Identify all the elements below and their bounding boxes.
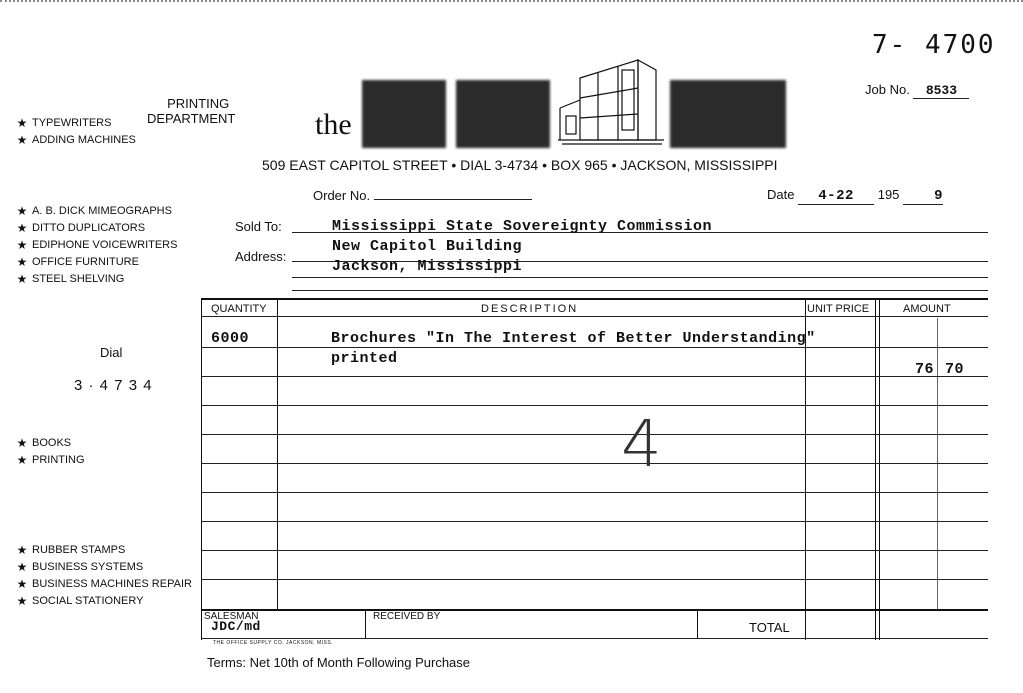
column-divider <box>879 300 880 640</box>
table-rule <box>201 463 988 464</box>
department-heading <box>147 96 236 126</box>
date-year-suffix: 9 <box>903 188 943 205</box>
star-icon: ★ <box>16 272 28 286</box>
star-icon: ★ <box>16 543 28 557</box>
company-logo-redacted <box>360 80 790 150</box>
line-items-table <box>201 298 988 646</box>
side-group-business <box>12 542 192 610</box>
header-description: DESCRIPTION <box>481 303 579 315</box>
header-quantity: QUANTITY <box>211 303 267 315</box>
side-item: TYPEWRITERS <box>32 117 112 129</box>
side-item: BUSINESS MACHINES REPAIR <box>32 578 192 590</box>
date-year-prefix: 195 <box>877 187 900 202</box>
order-number-value <box>374 187 532 200</box>
row-2-amount-cents: 70 <box>945 361 965 378</box>
side-item: OFFICE FURNITURE <box>32 256 139 268</box>
sold-to-value: Mississippi State Sovereignty Commission <box>332 218 713 235</box>
table-rule-footer <box>201 638 988 639</box>
redaction-block <box>670 80 786 148</box>
side-item: A. B. DICK MIMEOGRAPHS <box>32 205 172 217</box>
footer-divider <box>697 609 698 639</box>
star-icon: ★ <box>16 453 28 467</box>
table-rule <box>201 579 988 580</box>
side-item: SOCIAL STATIONERY <box>32 595 144 607</box>
side-item: BOOKS <box>32 437 72 449</box>
job-number-label: Job No. <box>865 82 910 97</box>
row-1-description: Brochures "In The Interest of Better Understanding" <box>331 330 816 347</box>
column-divider <box>805 300 806 640</box>
storefront-building-icon <box>558 48 666 148</box>
address-rule-2 <box>292 277 988 278</box>
side-item: BUSINESS SYSTEMS <box>32 561 144 573</box>
salesman-label: SALESMAN <box>204 611 259 622</box>
perforation-edge <box>0 0 1023 2</box>
side-item: STEEL SHELVING <box>32 273 125 285</box>
dial-number: 3 · 4 7 3 4 <box>74 377 153 394</box>
side-item: PRINTING <box>32 454 85 466</box>
row-2-description: printed <box>331 350 398 367</box>
table-rule <box>201 434 988 435</box>
received-by-label: RECEIVED BY <box>373 611 441 622</box>
form-number: 7- 4700 <box>872 30 996 60</box>
row-1-quantity: 6000 <box>211 330 250 347</box>
star-icon: ★ <box>16 221 28 235</box>
star-icon: ★ <box>16 116 28 130</box>
star-icon: ★ <box>16 204 28 218</box>
side-item: EDIPHONE VOICEWRITERS <box>32 239 178 251</box>
company-address-line: 509 EAST CAPITOL STREET • DIAL 3-4734 • BOX 965 • JACKSON, MISSISSIPPI <box>262 157 778 173</box>
star-icon: ★ <box>16 436 28 450</box>
table-rule-bottom <box>201 609 988 611</box>
footer-divider <box>365 609 366 639</box>
date-field <box>767 187 943 205</box>
star-icon: ★ <box>16 577 28 591</box>
column-divider <box>875 300 876 640</box>
header-amount: AMOUNT <box>903 303 951 315</box>
sold-to-label: Sold To: <box>235 219 282 234</box>
salesman-value: JDC/md <box>211 619 261 634</box>
header-unit-price: UNIT PRICE <box>807 303 870 315</box>
side-item: DITTO DUPLICATORS <box>32 222 146 234</box>
dial-label: Dial <box>100 345 123 360</box>
department-line2: DEPARTMENT <box>147 111 236 126</box>
date-label: Date <box>767 187 795 202</box>
side-item: RUBBER STAMPS <box>32 544 126 556</box>
order-number-field <box>313 187 532 203</box>
total-label: TOTAL <box>749 620 790 635</box>
star-icon: ★ <box>16 594 28 608</box>
table-rule <box>201 376 988 377</box>
side-group-books <box>12 435 85 469</box>
payment-terms: Terms: Net 10th of Month Following Purchase <box>207 655 471 670</box>
department-line1: PRINTING <box>167 96 230 111</box>
star-icon: ★ <box>16 133 28 147</box>
table-rule <box>201 550 988 551</box>
date-value: 4-22 <box>798 188 874 205</box>
star-icon: ★ <box>16 238 28 252</box>
redaction-block <box>362 80 446 148</box>
printer-credit: THE OFFICE SUPPLY CO. JACKSON, MISS. <box>213 640 334 646</box>
star-icon: ★ <box>16 560 28 574</box>
table-rule <box>201 347 988 348</box>
order-number-label: Order No. <box>313 188 371 203</box>
logo-the: the <box>315 108 352 141</box>
row-2-amount-dollars: 76 <box>915 361 935 378</box>
table-border-left <box>201 300 202 640</box>
address-line-1: New Capitol Building <box>332 238 523 255</box>
address-line-2: Jackson, Mississippi <box>332 258 523 275</box>
table-rule <box>201 492 988 493</box>
side-group-office <box>12 203 177 288</box>
table-rule <box>201 405 988 406</box>
redaction-block <box>456 80 550 148</box>
address-rule-3 <box>292 290 988 291</box>
side-group-typewriters <box>12 115 136 149</box>
cents-divider <box>937 318 938 610</box>
side-item: ADDING MACHINES <box>32 134 136 146</box>
table-rule <box>201 316 988 317</box>
star-icon: ★ <box>16 255 28 269</box>
handwritten-mark: 4 <box>621 408 662 482</box>
address-label: Address: <box>235 249 287 264</box>
job-number-field <box>865 82 969 99</box>
table-rule <box>201 521 988 522</box>
job-number-value: 8533 <box>913 83 969 99</box>
